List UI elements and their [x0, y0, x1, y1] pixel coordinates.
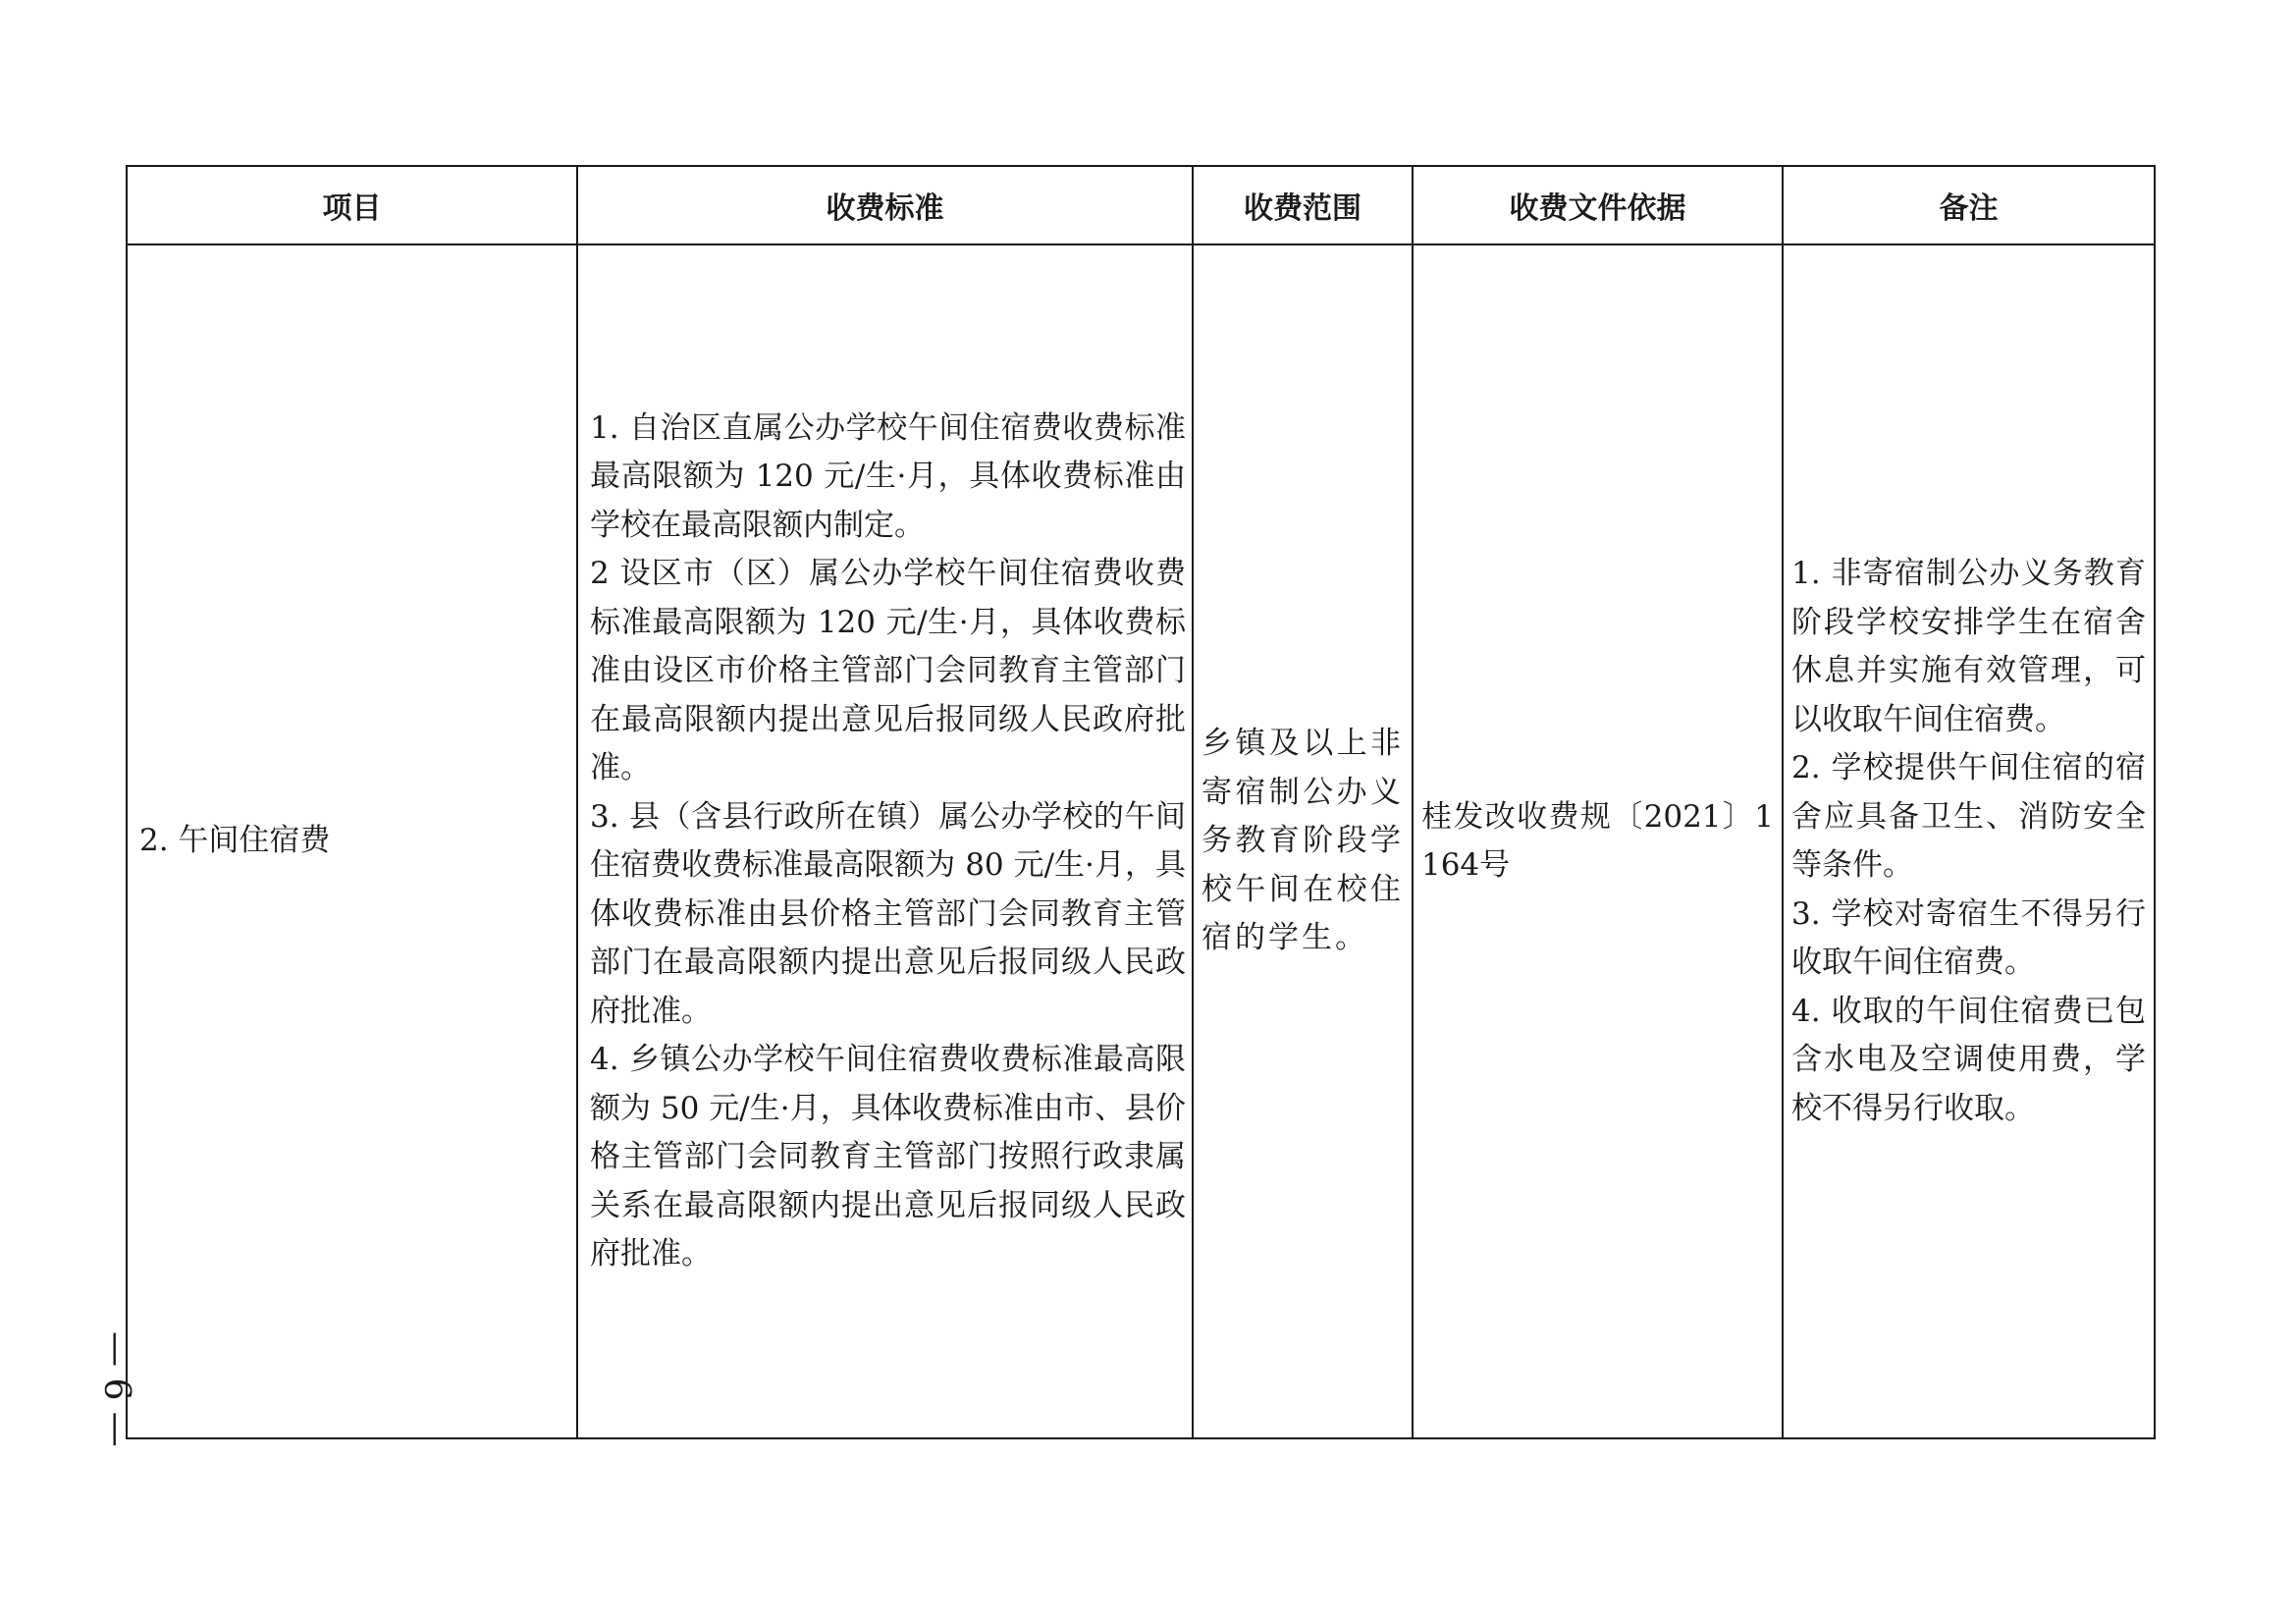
cell-standard — [577, 244, 1193, 1438]
fee-table — [126, 165, 2156, 1439]
remark-para-1: 1. 非寄宿制公办义务教育阶段学校安排学生在宿舍休息并实施有效管理，可以收取午间住宿费。 — [1791, 556, 2146, 737]
standard-para-3: 3. 县（含县行政所在镇）属公办学校的午间住宿费收费标准最高限额为 80 元/生·月，具体收费标准由县价格主管部门会同教育主管部门在最高限额内提出意见后报同级人民政府批准。 — [590, 798, 1186, 1029]
cell-remarks — [1783, 244, 2155, 1438]
standard-para-1: 1. 自治区直属公办学校午间住宿费收费标准最高限额为 120 元/生·月，具体收费标准由学校在最高限额内制定。 — [590, 409, 1186, 543]
standard-para-4: 4. 乡镇公办学校午间住宿费收费标准最高限额为 50 元/生·月，具体收费标准由市、县价格主管部门会同教育主管部门按照行政隶属关系在最高限额内提出意见后报同级人民政府批准。 — [590, 1042, 1186, 1271]
cell-scope: 乡镇及以上非寄宿制公办义务教育阶段学校午间在校住宿的学生。 — [1193, 244, 1413, 1438]
standard-para-2: 2 设区市（区）属公办学校午间住宿费收费标准最高限额为 120 元/生·月，具体收费标准由设区市价格主管部门会同教育主管部门在最高限额内提出意见后报同级人民政府批准。 — [590, 556, 1186, 785]
cell-item: 2. 午间住宿费 — [127, 244, 577, 1438]
remark-para-4: 4. 收取的午间住宿费已包含水电及空调使用费，学校不得另行收取。 — [1791, 993, 2146, 1126]
cell-basis: 桂发改收费规〔2021〕1164号 — [1413, 244, 1783, 1438]
header-standard: 收费标准 — [577, 166, 1193, 244]
header-item: 项目 — [127, 166, 577, 244]
table-row — [127, 244, 2155, 1438]
header-remarks: 备注 — [1783, 166, 2155, 244]
page-number: — 6 — — [96, 1331, 136, 1447]
header-scope: 收费范围 — [1193, 166, 1413, 244]
remark-para-2: 2. 学校提供午间住宿的宿舍应具备卫生、消防安全等条件。 — [1791, 750, 2146, 883]
remark-para-3: 3. 学校对寄宿生不得另行收取午间住宿费。 — [1791, 895, 2146, 980]
header-basis: 收费文件依据 — [1413, 166, 1783, 244]
table-header-row — [127, 166, 2155, 244]
